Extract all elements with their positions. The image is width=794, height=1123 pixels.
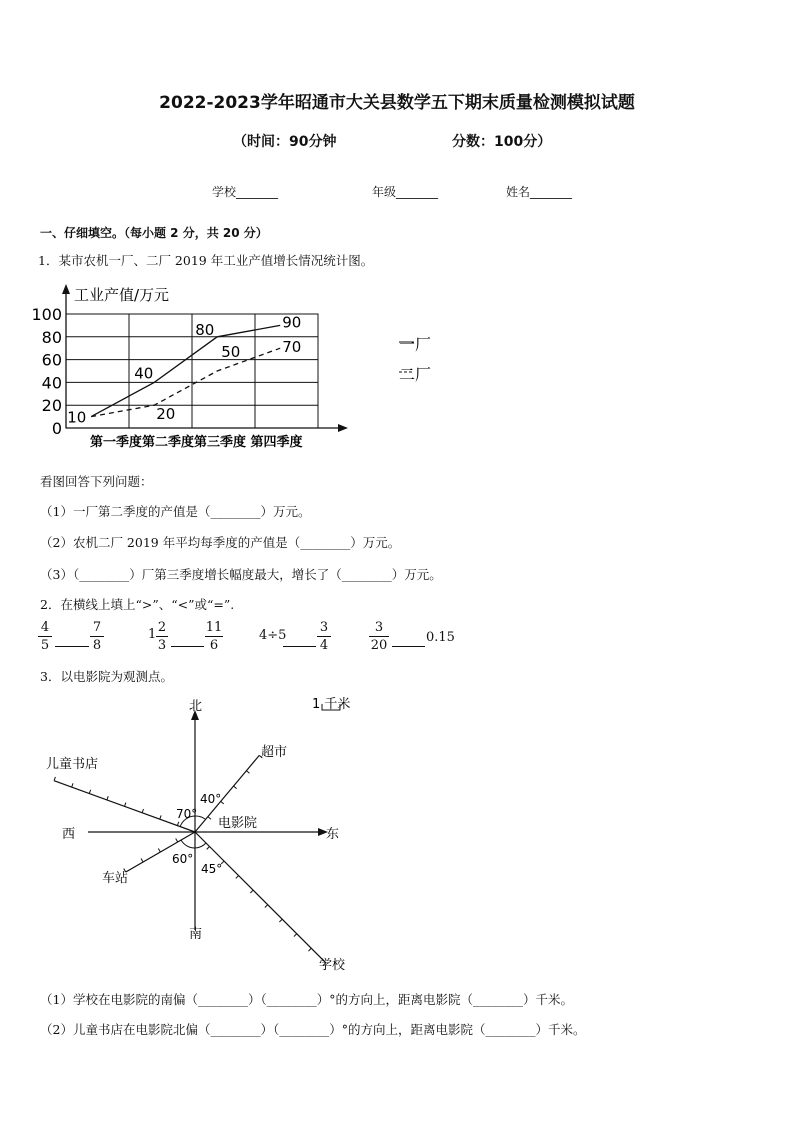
legend-1: 一厂 — [399, 335, 432, 354]
school-field[interactable]: 学校_______ — [212, 185, 279, 199]
fraction-4-5: 4 5 — [38, 619, 52, 654]
y-tick-label: 100 — [31, 305, 62, 324]
west-label: 西 — [62, 827, 76, 842]
y-axis-label: 工业产值/万元 — [74, 286, 170, 304]
ray-station-tick — [176, 839, 178, 842]
place-supermarket: 超市 — [261, 745, 288, 760]
ray-bookstore-tick — [177, 822, 178, 826]
ray-bookstore-tick — [142, 809, 143, 813]
angle-60: 60° — [172, 852, 194, 866]
series-line-1 — [91, 325, 280, 416]
ray-bookstore-tick — [54, 777, 55, 781]
x-axis-arrow-icon — [338, 424, 348, 432]
fraction-3-4: 3 4 — [317, 619, 331, 654]
fraction-2-3: 2 3 — [157, 620, 167, 653]
fraction-7-8: 7 8 — [90, 619, 104, 654]
direction-map — [40, 690, 380, 980]
y-axis-arrow-icon — [62, 284, 70, 294]
compare-blank-1[interactable] — [55, 645, 89, 647]
division-expr: 4÷5 — [259, 628, 287, 643]
q3-stem: 3．以电影院为观测点。 — [40, 669, 173, 684]
ray-bookstore-tick — [160, 815, 161, 819]
ray-school — [195, 832, 326, 963]
legend-2: 二厂 — [399, 365, 432, 384]
data-label-s2-4: 70 — [282, 338, 302, 357]
angle-40: 40° — [200, 792, 222, 806]
y-tick-label: 40 — [41, 373, 62, 393]
line-chart — [30, 280, 450, 455]
y-tick-label: 20 — [41, 396, 62, 416]
data-label-s1-3: 80 — [195, 320, 215, 339]
ray-supermarket-tick — [246, 771, 249, 774]
fraction-11-6: 11 6 — [205, 620, 223, 653]
place-station: 车站 — [102, 871, 129, 886]
q1-sub2[interactable]: （2）农机二厂 2019 年平均每季度的产值是（________）万元。 — [40, 535, 401, 550]
compare-blank-3[interactable] — [283, 645, 316, 647]
exam-score: 分数：100分） — [452, 134, 552, 150]
q1-sub3[interactable]: （3）（________）厂第三季度增长幅度最大，增长了（________）万元。 — [40, 567, 442, 582]
x-axis-categories: 第一季度第二季度第三季度 第四季度 — [90, 435, 303, 450]
q3-sub1[interactable]: （1）学校在电影院的南偏（________）（________）°的方向上，距离电影院（________）千米。 — [40, 992, 573, 1007]
data-label-s2-2: 20 — [156, 405, 176, 424]
ray-bookstore-tick — [89, 790, 90, 794]
ray-school-tick — [308, 948, 311, 951]
y-tick-label: 60 — [41, 350, 62, 370]
data-label-s1-4: 90 — [282, 313, 302, 332]
ray-station-tick — [158, 849, 160, 852]
ray-supermarket-tick — [234, 786, 237, 789]
ray-station-tick — [141, 859, 143, 862]
q2-stem: 2．在横线上填上“>”、“<”或“=”. — [40, 597, 235, 612]
east-label: 东 — [326, 827, 340, 842]
ray-school-tick — [207, 847, 210, 850]
place-school: 学校 — [319, 958, 346, 973]
data-label-s2-3: 50 — [221, 343, 241, 361]
name-field[interactable]: 姓名_______ — [506, 185, 573, 199]
ray-school-tick — [279, 919, 282, 922]
decimal-value: 0.15 — [426, 630, 455, 645]
place-bookstore: 儿童书店 — [46, 757, 99, 772]
south-label: 南 — [189, 927, 203, 942]
mixed-whole: 1 — [148, 627, 157, 642]
q1-sub1[interactable]: （1）一厂第二季度的产值是（________）万元。 — [40, 504, 311, 519]
y-tick-label: 0 — [51, 419, 62, 438]
ray-bookstore-tick — [107, 796, 108, 800]
ray-school-tick — [250, 890, 253, 893]
compare-blank-4[interactable] — [392, 645, 425, 647]
scale-label: 1 千米 — [312, 697, 351, 712]
angle-45: 45° — [201, 862, 223, 876]
fraction-3-20: 3 20 — [370, 620, 388, 653]
q1-stem: 1．某市农机一厂、二厂 2019 年工业产值增长情况统计图。 — [38, 253, 374, 268]
q3-sub2[interactable]: （2）儿童书店在电影院北偏（________）（________）°的方向上，距离电影院（________）千米。 — [40, 1022, 586, 1037]
page-title: 2022-2023学年昭通市大关县数学五下期末质量检测模拟试题 — [159, 93, 635, 113]
data-label-s1-1: 10 — [67, 408, 87, 427]
ray-school-tick — [236, 876, 239, 879]
data-label-s1-2: 40 — [134, 364, 154, 383]
exam-time: （时间：90分钟 — [233, 134, 337, 150]
north-label: 北 — [189, 699, 203, 714]
ray-supermarket-tick — [208, 817, 211, 820]
ray-school-tick — [265, 905, 268, 908]
angle-70: 70° — [176, 807, 198, 821]
grade-field[interactable]: 年级_______ — [372, 185, 439, 199]
q1-prompt: 看图回答下列问题： — [40, 474, 153, 489]
ray-school-tick — [294, 934, 297, 937]
ray-bookstore-tick — [72, 783, 73, 787]
compare-blank-2[interactable] — [171, 645, 204, 647]
center-label: 电影院 — [218, 816, 258, 831]
ray-bookstore — [54, 781, 198, 832]
ray-bookstore-tick — [125, 803, 126, 807]
y-tick-label: 80 — [41, 327, 62, 347]
section-heading: 一、仔细填空。（每小题 2 分，共 20 分） — [40, 226, 268, 240]
